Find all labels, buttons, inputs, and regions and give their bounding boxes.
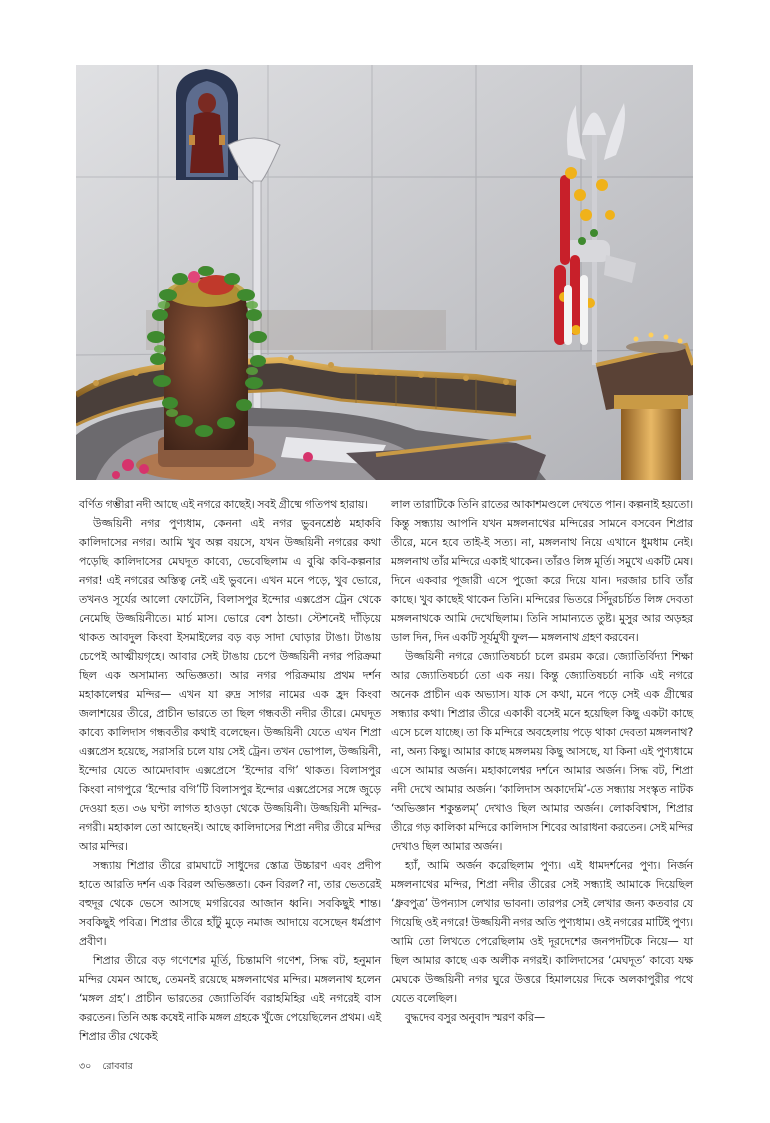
article-paragraph: লাল তারাটিকে তিনি রাতের আকাশমণ্ডলে দেখতে পান। কল্পনাই হয়তো। কিন্তু সন্ধ্যায় আপনি যখন মঙ্গলনাথের মন্দিরের সামনে বসবেন শিপ্রার তীরে, মনে হবে তাই-ই সত্য। না, মঙ্গলনাথ নিয়ে এখানে ধুমধাম নেই। মঙ্গলনাথ তাঁর মন্দিরে একাই থাকেন। তাঁরও লিঙ্গ মূর্তি। সমুখে একটি মেষ। দিনে একবার পূজারী এসে পুজো করে দিয়ে যান। দরজার চাবি তাঁর কাছে। খুব কাছেই থাকেন তিনি। মন্দিরের ভিতরে সিঁদুরচর্চিত লিঙ্গ দেবতা মঙ্গলনাথকে আমি দেখেছিলাম। তিনি সামান্যতে তুষ্ট। মুসুর আর অড়হর ডাল দিন, দিন একটি সূর্যমুখী ফুল— মঙ্গলনাথ গ্রহণ করবেন।	[391, 498, 693, 644]
page-number: ৩০	[79, 1061, 92, 1072]
article-paragraph: বুদ্ধদেব বসুর অনুবাদ স্মরণ করি—	[405, 1011, 545, 1024]
publication-name: রোববার	[102, 1061, 133, 1072]
article-paragraph: উজ্জয়িনী নগর পুণ্যধাম, কেননা এই নগর ভুবনশ্রেষ্ঠ মহাকবি কালিদাসের নগর। আমি খুব অল্প বয়সে, যখন উজ্জয়িনী নগরের কথা পড়েছি কালিদাসের মেঘদূত কাব্যে, ভেবেছিলাম এ বুঝি কবি-কল্পনার নগর! এই নগরের অস্তিত্ব নেই এই ভুবনে। এখন মনে পড়ে, খুব ভোরে, তখনও সূর্যের আলো ফোটেনি, বিলাসপুর ইন্দোর এক্সপ্রেস ট্রেন থেকে নেমেছি উজ্জয়িনীতে। মার্চ মাস। ভোরে বেশ ঠান্ডা। স্টেশনেই দাঁড়িয়ে থাকত আবদুল কিংবা ইসমাইলের বড় বড় সাদা ঘোড়ার টাঙা। টাঙায় চেপেই আত্মীয়গৃহে। আবার সেই টাঙায় চেপে উজ্জয়িনী নগর পরিক্রমা ছিল এক অসামান্য অভিজ্ঞতা। আর নগর পরিক্রমায় প্রথম দর্শন মহাকালেশ্বর মন্দির— এখন যা রুদ্র সাগর নামের এক হ্রদ কিংবা জলাশয়ের তীরে, প্রাচীন ভারতে তা ছিল গন্ধবতী নদীর তীরে। মেঘদূত কাব্যে কালিদাস গন্ধবতীর কথাই বলেছেন। উজ্জয়িনী যেতে এখন শিপ্রা এক্সপ্রেস হয়েছে, সরাসরি চলে যায় সেই ট্রেন। তখন ভোপাল, উজ্জয়িনী, ইন্দোর যেতে আমেদাবাদ এক্সপ্রেসে ‘ইন্দোর বগি’ থাকত। বিলাসপুর কিংবা নাগপুরে ‘ইন্দোর বগি’টি বিলাসপুর ইন্দোর এক্সপ্রেসের সঙ্গে জুড়ে দেওয়া হত। ৩৬ ঘণ্টা লাগত হাওড়া থেকে উজ্জয়িনী। উজ্জয়িনী মন্দির-নগরী। মহাকাল তো আছেনই। আছে কালিদাসের শিপ্রা নদীর তীরে মন্দির আর মন্দির।	[79, 517, 381, 853]
article-paragraph: সন্ধ্যায় শিপ্রার তীরে রামঘাটে সাধুদের স্তোত্র উচ্চারণ এবং প্রদীপ হাতে আরতি দর্শন এক বিরল অভিজ্ঞতা। কেন বিরল? না, তার ভেতরেই বহুদূর থেকে ভেসে আসছে মগরিবের আজান ধ্বনি। সবকিছুই শান্ত। সবকিছুই পবিত্র। শিপ্রার তীরে হাঁটু মুড়ে নমাজ আদায়ে বসেছেন ধর্মপ্রাণ প্রবীণ।	[79, 859, 381, 948]
article-paragraph: উজ্জয়িনী নগরে জ্যোতিষচর্চা চলে রমরম করে। জ্যোতির্বিদ্যা শিক্ষা আর জ্যোতিষচর্চা তো এক নয়। কিন্তু জ্যোতিষচর্চা নাকি এই নগরে অনেক প্রাচীন এক অভ্যাস। যাক সে কথা, মনে পড়ে সেই এক গ্রীষ্মের সন্ধ্যার কথা। শিপ্রার তীরে একাকী বসেই মনে হয়েছিল কিছু একটা কাছে এসে চলে যাচ্ছে। তা কি মন্দিরে অবহেলায় পড়ে থাকা দেবতা মঙ্গলনাথ? না, অন্য কিছু। আমার কাছে মঙ্গলময় কিছু আসছে, যা কিনা এই পুণ্যধামে এসে আমার অর্জন। মহাকালেশ্বর দর্শনে আমার অর্জন। সিদ্ধ বট, শিপ্রা নদী দেখে আমার অর্জন। ‘কালিদাস অকাদেমি’-তে সন্ধ্যায় সংস্কৃত নাটক ‘অভিজ্ঞান শকুন্তলম্’ দেখাও ছিল আমার অর্জন। লোকবিশ্বাস, শিপ্রার তীরে গড় কালিকা মন্দিরে কালিদাস শিবের আরাধনা করতেন। সেই মন্দির দেখাও ছিল আমার অর্জন।	[391, 650, 693, 853]
article-body	[79, 0, 693, 1094]
page-footer	[79, 1060, 693, 1094]
article-paragraph: হ্যাঁ, আমি অর্জন করেছিলাম পুণ্য। এই ধামদর্শনের পুণ্য। নির্জন মঙ্গলনাথের মন্দির, শিপ্রা নদীর তীরের সেই সন্ধ্যাই আমাকে দিয়েছিল ‘ধ্রুবপুত্র’ উপন্যাস লেখার ভাবনা। তারপর সেই লেখার জন্য কতবার যে গিয়েছি ওই নগরে! উজ্জয়িনী নগর অতি পুণ্যধাম। ওই নগরের মাটিই পুণ্য। আমি তো লিখতে পেরেছিলাম ওই দূরদেশের জনপদটিকে নিয়ে— যা ছিল আমার কাছে এক অলীক নগরই। কালিদাসের ‘মেঘদূত’ কাব্যে যক্ষ মেঘকে উজ্জয়িনী নগর ঘুরে উত্তরে হিমালয়ের দিকে অলকাপুরীর পথে যেতে বলেছিল।	[391, 859, 693, 1005]
article-column-right	[391, 495, 693, 1027]
article-column-left	[79, 495, 381, 1046]
article-columns	[79, 495, 693, 1046]
article-paragraph: বর্ণিত গম্ভীরা নদী আছে এই নগরে কাছেই। সবই গ্রীষ্মে গতিপথ হারায়।	[79, 498, 368, 511]
article-paragraph: শিপ্রার তীরে বড় গণেশের মূর্তি, চিন্তামণি গণেশ, সিদ্ধ বট, হনুমান মন্দির যেমন আছে, তেমনই রয়েছে মঙ্গলনাথের মন্দির। মঙ্গলনাথ হলেন ‘মঙ্গল গ্রহ’। প্রাচীন ভারতের জ্যোতির্বিদ বরাহমিহির এই নগরেই বাস করতেন। তিনি অঙ্ক কষেই নাকি মঙ্গল গ্রহকে খুঁজে পেয়েছিলেন প্রথম। এই শিপ্রার তীর থেকেই	[79, 954, 381, 1043]
